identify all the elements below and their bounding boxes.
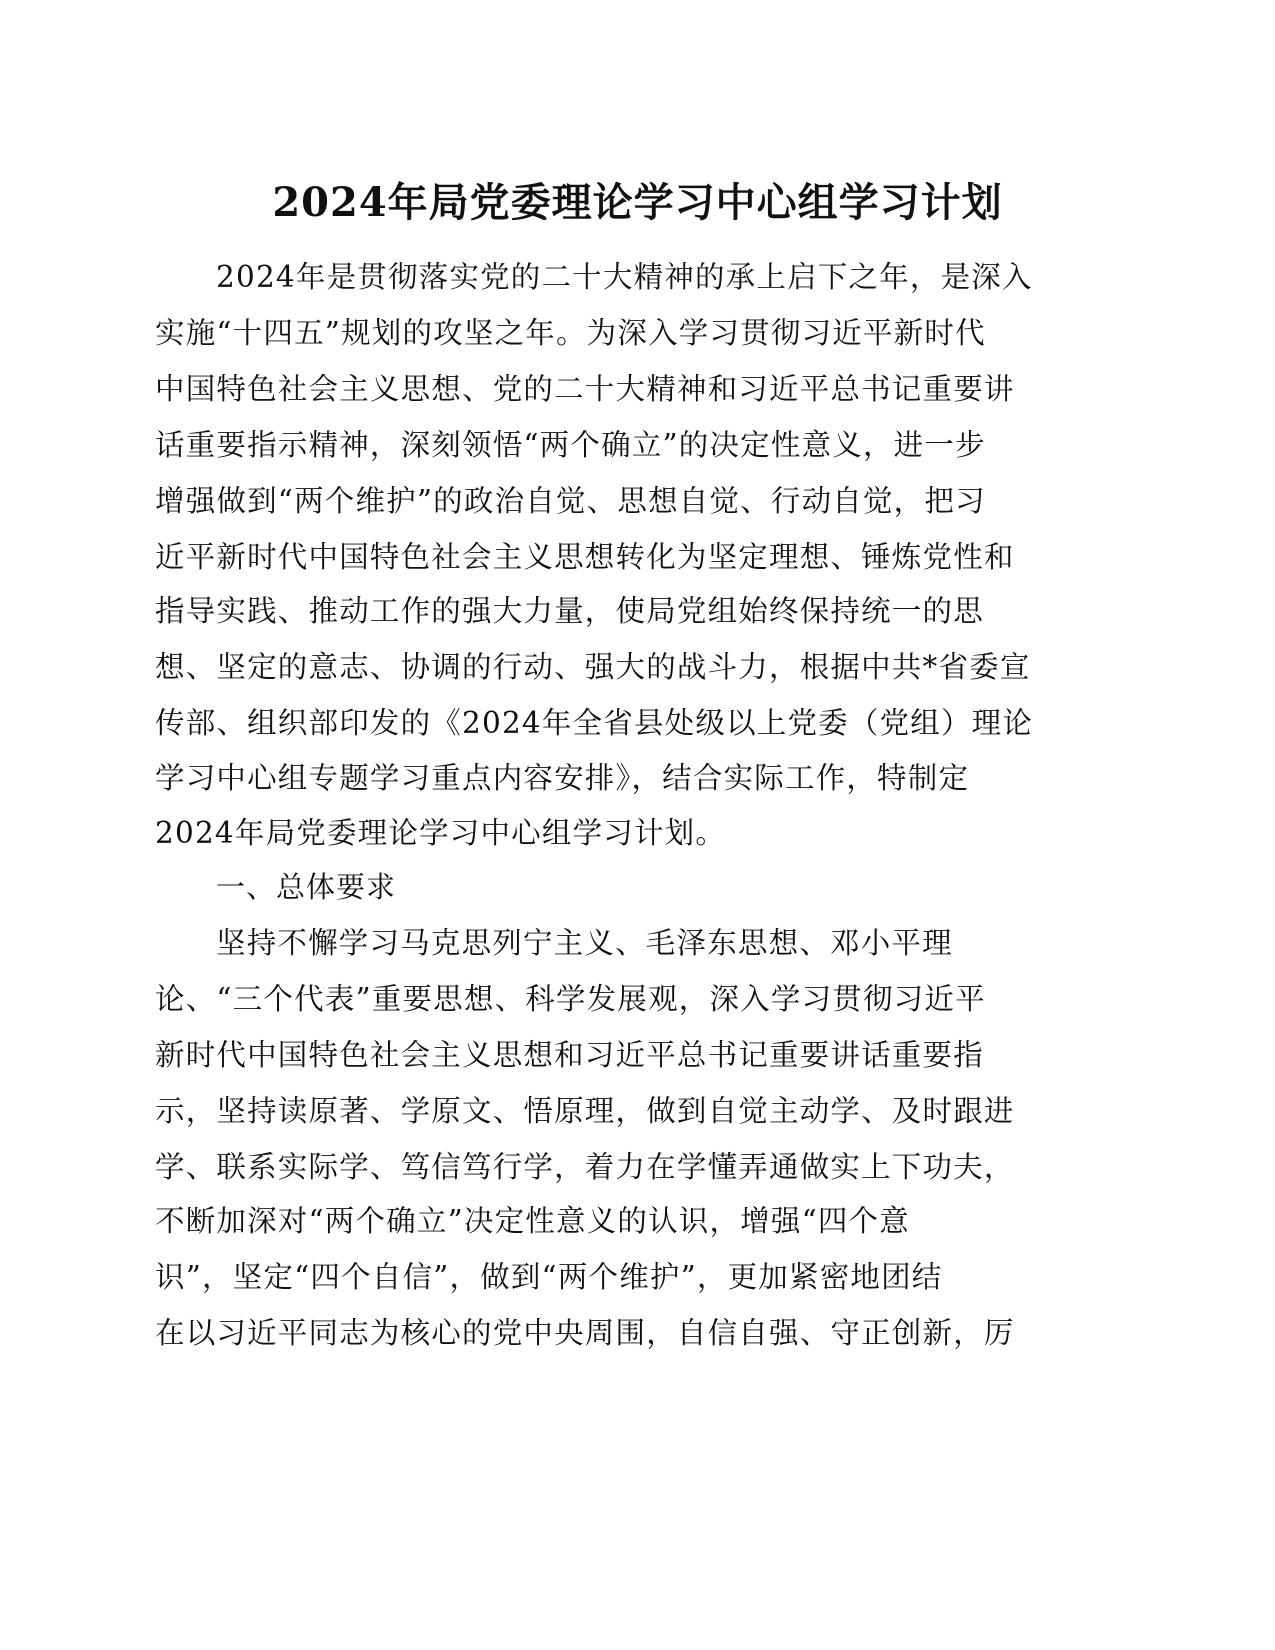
paragraph-line: 2024年是贯彻落实党的二十大精神的承上启下之年，是深入 xyxy=(216,260,1033,294)
paragraph-line: 中国特色社会主义思想、党的二十大精神和习近平总书记重要讲 xyxy=(155,372,1015,406)
paragraph-line: 示，坚持读原著、学原文、悟原理，做到自觉主动学、及时跟进 xyxy=(155,1094,1015,1128)
paragraph-line: 增强做到“两个维护”的政治自觉、思想自觉、行动自觉，把习 xyxy=(155,484,986,518)
paragraph-line: 在以习近平同志为核心的党中央周围，自信自强、守正创新，厉 xyxy=(155,1316,1015,1350)
paragraph-line: 近平新时代中国特色社会主义思想转化为坚定理想、锤炼党性和 xyxy=(155,540,1015,574)
paragraph-line: 想、坚定的意志、协调的行动、强大的战斗力，根据中共*省委宣 xyxy=(155,650,1031,684)
document-title: 2024年局党委理论学习中心组学习计划 xyxy=(272,179,1003,226)
paragraph-line: 学、联系实际学、笃信笃行学，着力在学懂弄通做实上下功夫， xyxy=(155,1150,1015,1184)
paragraph-line: 不断加深对“两个确立”决定性意义的认识，增强“四个意 xyxy=(155,1204,910,1238)
paragraph-line: 指导实践、推动工作的强大力量，使局党组始终保持统一的思 xyxy=(155,594,984,628)
paragraph-line: 话重要指示精神，深刻领悟“两个确立”的决定性意义，进一步 xyxy=(155,428,986,462)
paragraph-line: 传部、组织部印发的《2024年全省县处级以上党委（党组）理论 xyxy=(155,706,1034,740)
paragraph-line: 学习中心组专题学习重点内容安排》，结合实际工作，特制定 xyxy=(155,761,970,795)
paragraph-line: 论、“三个代表”重要思想、科学发展观，深入学习贯彻习近平 xyxy=(155,982,986,1016)
paragraph-line: 坚持不懈学习马克思列宁主义、毛泽东思想、邓小平理 xyxy=(216,926,953,960)
section-heading: 一、总体要求 xyxy=(216,870,397,904)
paragraph-line: 2024年局党委理论学习中心组学习计划。 xyxy=(155,816,727,850)
paragraph-line: 识”，坚定“四个自信”，做到“两个维护”，更加紧密地团结 xyxy=(155,1260,943,1294)
paragraph-line: 实施“十四五”规划的攻坚之年。为深入学习贯彻习近平新时代 xyxy=(155,316,986,350)
paragraph-line: 新时代中国特色社会主义思想和习近平总书记重要讲话重要指 xyxy=(155,1038,984,1072)
